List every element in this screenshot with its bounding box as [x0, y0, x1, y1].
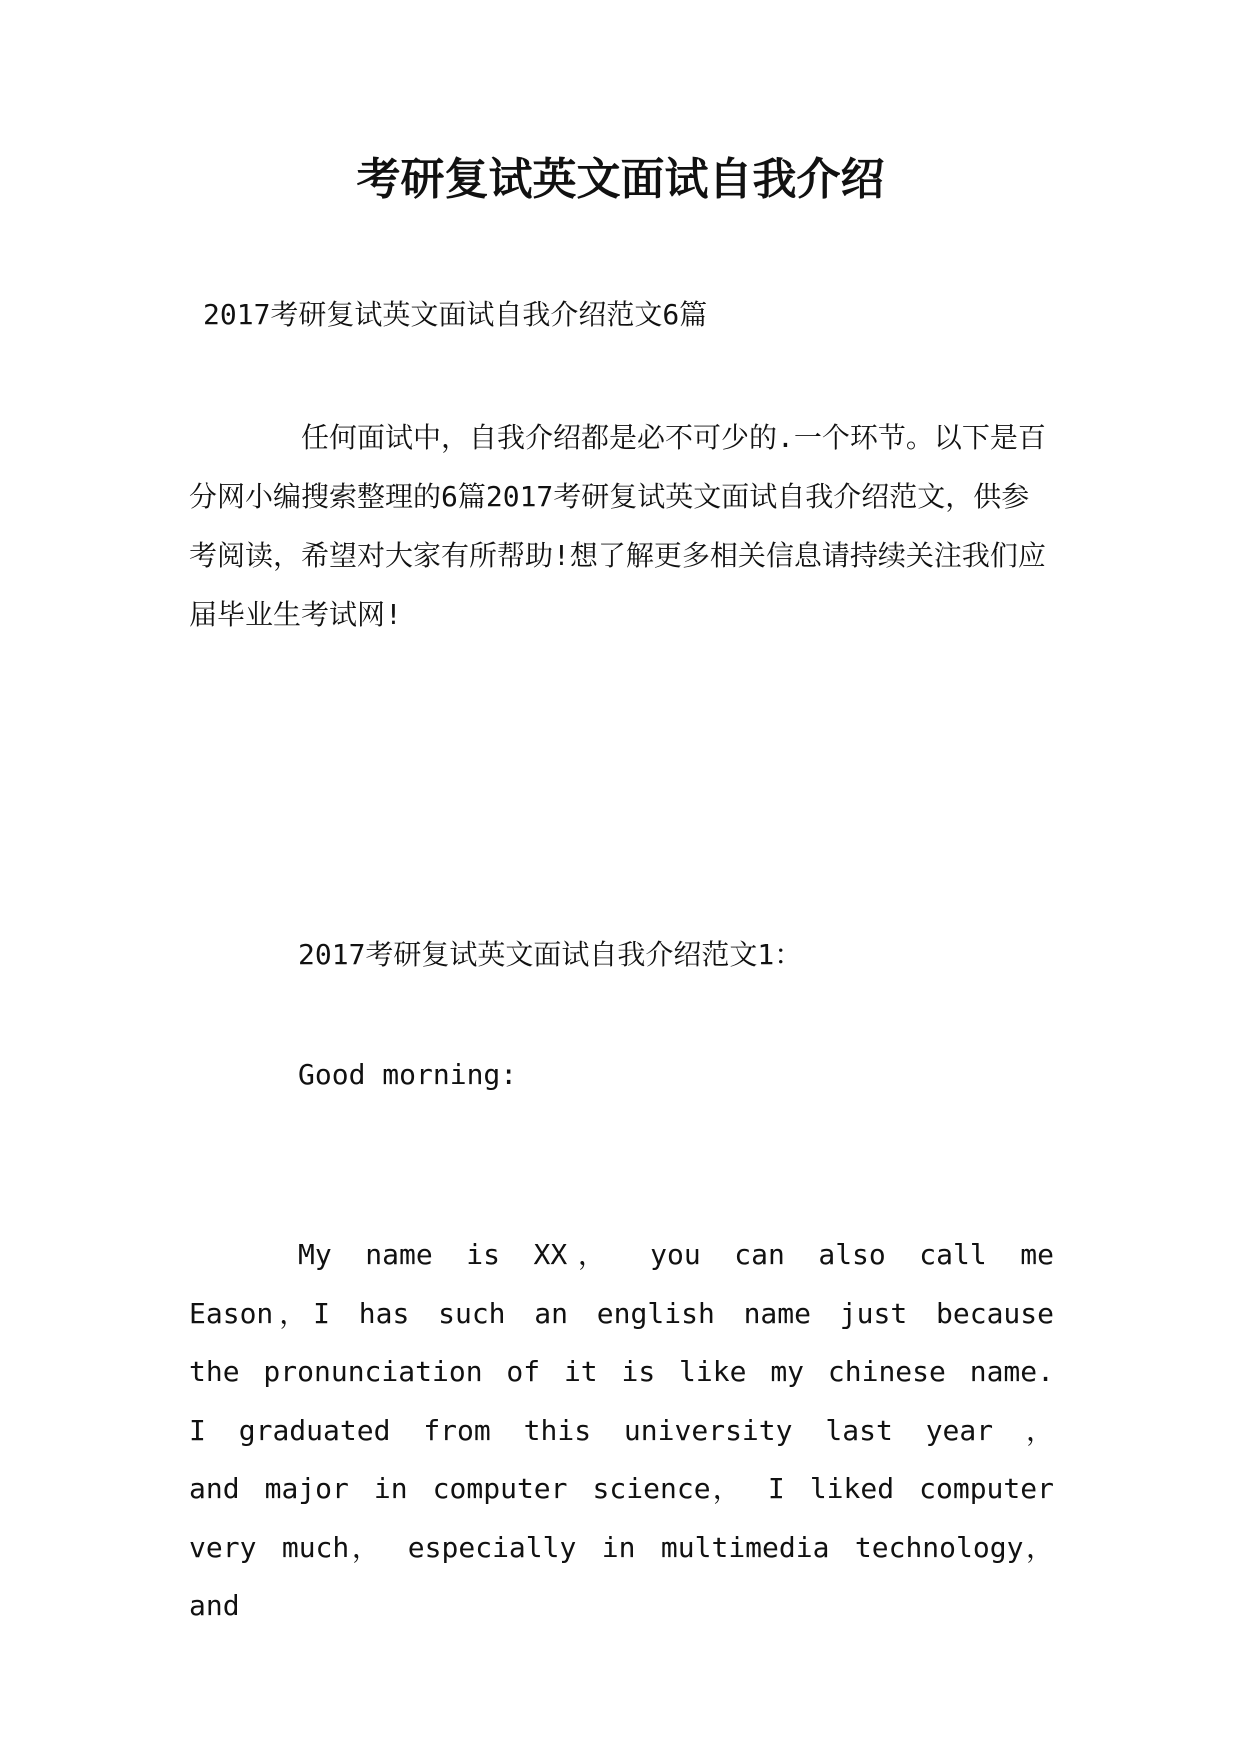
- intro-paragraph: 任何面试中，自我介绍都是必不可少的.一个环节。以下是百分网小编搜索整理的6篇2017考研复试英文面试自我介绍范文，供参考阅读，希望对大家有所帮助!想了解更多相关信息请持续关注我们应届毕业生考试网!: [189, 421, 1046, 631]
- document-subtitle: 2017考研复试英文面试自我介绍范文6篇: [203, 298, 708, 331]
- english-paragraph: My name is XX， you can also call me Eason，I has such an english name just because the pronunciation of it is like my chinese name. I graduated from this university last year ， and major in computer science， I liked computer very much， especially in multimedia technology， and: [189, 1238, 1054, 1622]
- document-title: 考研复试英文面试自我介绍: [356, 154, 885, 205]
- greeting-line: Good morning:: [298, 1058, 518, 1091]
- section-heading: 2017考研复试英文面试自我介绍范文1：: [298, 938, 803, 971]
